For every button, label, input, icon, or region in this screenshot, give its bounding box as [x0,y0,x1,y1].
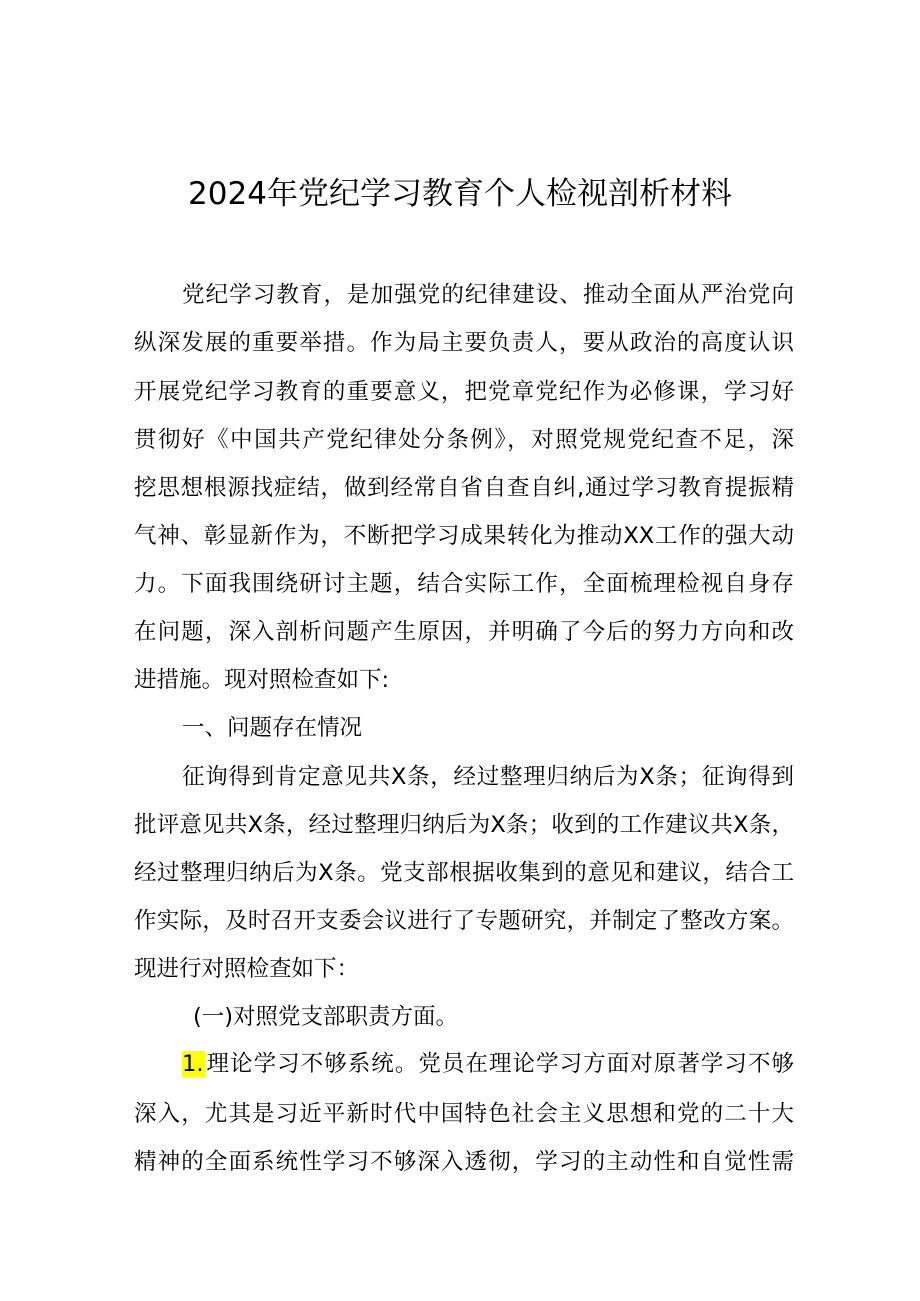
item-first-line-text: 理论学习不够系统。党员在理论学习方面对原著学习不够 [205,1051,794,1077]
paragraph-line: 现进行对照检查如下： [134,956,360,982]
paragraph-line: 在问题，深入剖析问题产生原因，并明确了今后的努力方向和改 [134,619,794,645]
paragraph-line: 征询得到肯定意见共X条，经过整理归纳后为X条；征询得到 [182,764,794,790]
paragraph-line: 精神的全面系统性学习不够深入透彻，学习的主动性和自觉性需 [134,1149,794,1175]
paragraph-line: 挖思想根源找症结，做到经常自省自查自纠,通过学习教育提振精 [134,475,794,501]
paragraph-line: 力。下面我围绕研讨主题，结合实际工作，全面梳理检视自身存 [134,571,794,597]
paragraph-line: 纵深发展的重要举措。作为局主要负责人，要从政治的高度认识 [134,330,794,356]
paragraph-line: 深入，尤其是习近平新时代中国特色社会主义思想和党的二十大 [134,1101,794,1127]
paragraph-line: 经过整理归纳后为X条。党支部根据收集到的意见和建议，结合工 [134,860,794,886]
paragraph-line: 气神、彰显新作为，不断把学习成果转化为推动XX工作的强大动 [134,523,794,549]
item-first-line [182,1046,794,1082]
paragraph-line: 贯彻好《中国共产党纪律处分条例》，对照党规党纪查不足，深 [134,427,794,453]
subsection-heading: (一)对照党支部职责方面。 [193,1004,459,1030]
document-title: 2024年党纪学习教育个人检视剖析材料 [188,176,732,212]
section-heading: 一、问题存在情况 [182,715,363,741]
paragraph-line: 进措施。现对照检查如下: [134,667,390,693]
paragraph-line: 开展党纪学习教育的重要意义，把党章党纪作为必修课，学习好 [134,379,794,405]
paragraph-line: 作实际，及时召开支委会议进行了专题研究，并制定了整改方案。 [134,908,794,934]
paragraph-line: 批评意见共X条，经过整理归纳后为X条；收到的工作建议共X条， [134,812,794,838]
paragraph-line: 党纪学习教育，是加强党的纪律建设、推动全面从严治党向 [182,282,794,308]
item-number-highlight: 1. [182,1051,204,1077]
